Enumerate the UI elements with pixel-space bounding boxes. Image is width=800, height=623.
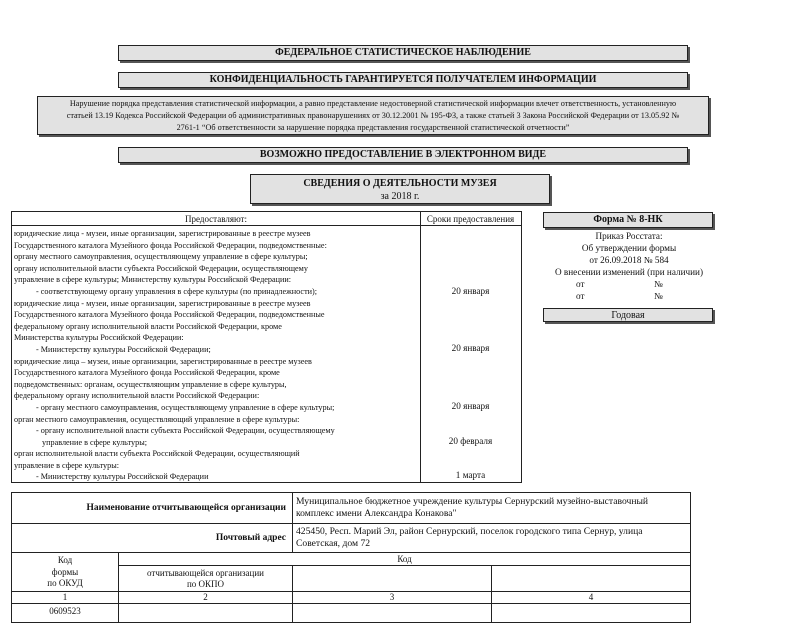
provider-line: - Министерству культуры Российской Федерации bbox=[36, 472, 209, 482]
deadline-5: 1 марта bbox=[455, 470, 486, 480]
liability-notice bbox=[37, 96, 709, 135]
provider-line: - органу местного самоуправления, осуществляющему управление в сфере культуры; bbox=[36, 402, 335, 412]
providers-text bbox=[14, 228, 335, 483]
okpo-label: по ОКПО bbox=[186, 579, 225, 589]
okud-value-cell bbox=[11, 603, 119, 623]
organization-table bbox=[11, 492, 691, 618]
form-number-box bbox=[543, 212, 713, 228]
col-num-4: 4 bbox=[491, 591, 691, 604]
provider-line: Министерства культуры Российской Федерации: bbox=[14, 333, 184, 343]
org-name-line-2: комплекс имени Александра Конакова" bbox=[296, 508, 457, 519]
okud-code-label: Код bbox=[57, 555, 73, 565]
address-label: Почтовый адрес bbox=[215, 533, 286, 543]
code-col-3-value-cell bbox=[292, 603, 492, 623]
confidentiality-banner bbox=[118, 72, 688, 88]
provider-line: орган исполнительной власти субъекта Российской Федерации, осуществляющий bbox=[14, 449, 300, 459]
changes-number-2: № bbox=[654, 291, 663, 301]
okud-label: по ОКУД bbox=[47, 578, 83, 588]
okpo-value-cell bbox=[118, 603, 293, 623]
okud-header-cell bbox=[11, 552, 119, 592]
provider-line: юридические лица - музеи, иные организации, зарегистрированные в реестре музеев bbox=[14, 298, 311, 308]
changes-row-2 bbox=[538, 290, 720, 302]
report-year: за 2018 г. bbox=[380, 191, 420, 202]
code-header: Код bbox=[397, 554, 412, 564]
deadline-4: 20 февраля bbox=[448, 436, 493, 446]
col-num-1: 1 bbox=[11, 591, 119, 604]
providers-table bbox=[11, 211, 522, 483]
changes-from-2: от bbox=[576, 291, 585, 301]
code-col-4-header-cell bbox=[491, 565, 691, 592]
deadline-2: 20 января bbox=[451, 343, 490, 353]
address-value-cell bbox=[292, 523, 691, 553]
address-line-1: 425450, Респ. Марий Эл, район Сернурский, поселок городского типа Сернур, улица bbox=[296, 526, 643, 537]
approval-label: Об утверждении формы bbox=[581, 243, 677, 253]
confidentiality-text: КОНФИДЕНЦИАЛЬНОСТЬ ГАРАНТИРУЕТСЯ ПОЛУЧАТЕЛЕМ ИНФОРМАЦИИ bbox=[209, 74, 597, 85]
form-number: Форма № 8-НК bbox=[593, 214, 663, 225]
provider-line: - соответствующему органу управления в сфере культуры (по принадлежности); bbox=[36, 286, 318, 296]
changes-from-1: от bbox=[576, 279, 585, 289]
document-title-box bbox=[250, 174, 550, 204]
federal-observation-text: ФЕДЕРАЛЬНОЕ СТАТИСТИЧЕСКОЕ НАБЛЮДЕНИЕ bbox=[275, 47, 531, 58]
col-header-deadline: Сроки предоставления bbox=[426, 214, 515, 224]
deadline-3: 20 января bbox=[451, 401, 490, 411]
provider-line: органу исполнительной власти субъекта Российской Федерации, осуществляющему bbox=[14, 263, 308, 273]
document-title: СВЕДЕНИЯ О ДЕЯТЕЛЬНОСТИ МУЗЕЯ bbox=[303, 178, 497, 189]
provider-line: федеральному органу исполнительной власти Российской Федерации: bbox=[14, 391, 260, 401]
providers-header-row bbox=[12, 212, 521, 226]
okud-form-label: формы bbox=[51, 566, 79, 577]
col-num-3: 3 bbox=[292, 591, 492, 604]
order-label: Приказ Росстата: bbox=[595, 231, 663, 241]
provider-line: подведомственных: органам, осуществляющим управление в сфере культуры, bbox=[14, 379, 287, 389]
electronic-text: ВОЗМОЖНО ПРЕДОСТАВЛЕНИЕ В ЭЛЕКТРОННОМ ВИДЕ bbox=[259, 149, 547, 160]
provider-line: - органу исполнительной власти субъекта Российской Федерации, осуществляющему bbox=[36, 426, 335, 436]
okpo-header-cell bbox=[118, 565, 293, 592]
code-col-4-value-cell bbox=[491, 603, 691, 623]
period-box bbox=[543, 308, 713, 322]
provider-line: Государственного каталога Музейного фонда Российской Федерации, подведомственные: bbox=[14, 240, 327, 250]
provider-line: федеральному органу исполнительной власти Российской Федерации, кроме bbox=[14, 321, 282, 331]
notice-line-1: Нарушение порядка представления статистической информации, а равно представление недостоверной статистической информации влечет ответственность, установленную bbox=[69, 99, 677, 108]
notice-line-3: 2761-1 “Об ответственности за нарушение порядка представления государственной статистической отчетности” bbox=[176, 123, 570, 132]
notice-line-2: статьей 13.19 Кодекса Российской Федерации об административных правонарушениях от 30.12.2001 № 195-ФЗ, а также статьей 3 Закона Российской Федерации от 13.05.92 № bbox=[66, 111, 680, 120]
provider-line: - Министерству культуры Российской Федерации; bbox=[36, 344, 211, 354]
changes-row-1 bbox=[538, 278, 720, 290]
changes-number-1: № bbox=[654, 279, 663, 289]
address-label-cell bbox=[11, 523, 293, 553]
provider-line: управление в сфере культуры; bbox=[42, 437, 148, 447]
org-name-label-cell bbox=[11, 492, 293, 524]
address-line-2: Советская, дом 72 bbox=[296, 538, 371, 549]
provider-line: управление в сфере культуры: bbox=[14, 460, 120, 470]
federal-observation-banner bbox=[118, 45, 688, 61]
okud-value: 0609523 bbox=[49, 606, 81, 616]
period-label: Годовая bbox=[611, 310, 645, 321]
provider-line: орган местного самоуправления, осуществляющий управление в сфере культуры: bbox=[14, 414, 300, 424]
changes-label: О внесении изменений (при наличии) bbox=[554, 267, 704, 277]
org-name-value-cell bbox=[292, 492, 691, 524]
deadline-1: 20 января bbox=[451, 286, 490, 296]
provider-line: юридические лица - музеи, иные организации, зарегистрированные в реестре музеев bbox=[14, 229, 311, 238]
approval-date: от 26.09.2018 № 584 bbox=[589, 255, 669, 265]
rosstat-order bbox=[538, 230, 720, 302]
provider-line: органу местного самоуправления, осуществляющему управление в сфере культуры; bbox=[14, 252, 308, 262]
col-num-2: 2 bbox=[118, 591, 293, 604]
org-name-label: Наименование отчитывающейся организации bbox=[86, 503, 286, 513]
col-header-provide: Предоставляют: bbox=[184, 214, 247, 224]
okpo-org-label: отчитывающейся организации bbox=[147, 568, 264, 578]
code-header-cell bbox=[118, 552, 691, 566]
provider-line: управление в сфере культуры; Министерству культуры Российской Федерации: bbox=[14, 275, 292, 285]
electronic-banner bbox=[118, 147, 688, 163]
provider-line: юридические лица – музеи, иные организации, зарегистрированные в реестре музеев bbox=[14, 356, 312, 366]
provider-line: Государственного каталога Музейного фонда Российской Федерации, кроме bbox=[14, 368, 280, 378]
org-name-line-1: Муниципальное бюджетное учреждение культуры Сернурский музейно-выставочный bbox=[296, 496, 649, 507]
provider-line: Государственного каталога Музейного фонда Российской Федерации, подведомственные bbox=[14, 310, 325, 320]
code-col-3-header-cell bbox=[292, 565, 492, 592]
